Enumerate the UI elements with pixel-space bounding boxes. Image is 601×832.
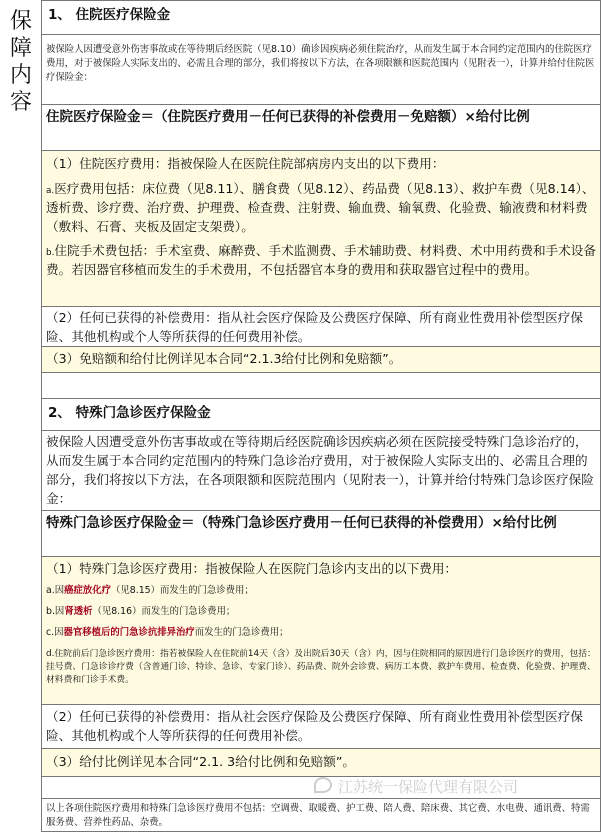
section1-heading-cell [42, 0, 601, 34]
section1-item1-a [42, 173, 600, 236]
side-title: 保障内容 [9, 9, 32, 115]
item-a-text: 医疗费用包括：床位费（见8.11）、膳食费（见8.12）、药品费（见8.13）、救护车费（见8.14）、透析费、诊疗费、治疗费、护理费、检查费、注射费、输血费、输氧费、化验费、输液费和材料费（敷料、石膏、夹板及固定支架费）。 [46, 181, 595, 234]
section1-item2: （2）任何已获得的补偿费用：指从社会医疗保险及公费医疗保障、所有商业性费用补偿型医疗保险、其他机构或个人等所获得的任何费用补偿。 [46, 310, 583, 344]
item-b-prefix: b. [46, 248, 55, 258]
section2-item-c [42, 619, 600, 640]
section1-formula: 住院医疗保险金＝（住院医疗费用－任何已获得的补偿费用－免赔额）×给付比例 [46, 109, 530, 125]
item-b-red: 肾透析 [64, 606, 93, 617]
section1-formula-cell [42, 104, 601, 150]
item-c-pre: c.因 [46, 627, 64, 638]
section2-formula: 特殊门急诊医疗保险金＝（特殊门急诊医疗费用－任何已获得的补偿费用）×给付比例 [46, 515, 557, 531]
wechat-icon [314, 777, 332, 793]
side-column [0, 0, 42, 832]
section2-intro-cell [42, 430, 601, 510]
item-a-prefix: a. [46, 186, 55, 196]
section2-item3-cell [42, 748, 601, 776]
section2-item1-title: （1）特殊门急诊医疗费用：指被保险人在医院门急诊内支出的以下费用： [46, 561, 458, 576]
section2-item2-cell [42, 704, 601, 748]
section2-items-cell [42, 556, 601, 704]
section1-item3-cell [42, 346, 601, 372]
section2-item-a [42, 578, 600, 598]
section1-item1-title: （1）住院医疗费用：指被保险人在医院住院部病房内支出的以下费用： [46, 156, 445, 171]
section1-intro: 被保险人因遭受意外伤害事故或在等待期后经医院（见8.10）确诊因疾病必须住院治疗，从而发生属于本合同约定范围内的住院医疗费用，对于被保险人实际支出的、必需且合理的部分，我们将按以下方法，在各项限额和医院范围内（见附表一），计算并给付住院医疗保险金： [46, 44, 595, 83]
item-c-red: 器官移植后的门急诊抗排异治疗 [63, 627, 195, 638]
blank-row [42, 372, 601, 398]
section1-item2-cell [42, 306, 601, 346]
section2-item-b [42, 598, 600, 619]
section1-heading: 1、 住院医疗保险金 [48, 7, 171, 23]
watermark [314, 776, 518, 797]
footer-note: 以上各项住院医疗费用和特殊门急诊医疗费用不包括：空调费、取暖费、护工费、陪人费、陪床费、其它费、水电费、通讯费、特需服务费、营养性药品、杂费。 [46, 803, 590, 828]
section2-formula-cell [42, 510, 601, 556]
item-b-post: （见8.16）而发生的门急诊费用； [92, 606, 236, 617]
section2-heading-cell [42, 398, 601, 430]
section2-heading: 2、 特殊门急诊医疗保险金 [48, 405, 211, 421]
section2-item3: （3）给付比例详见本合同“2.1. 3给付比例和免赔额”。 [46, 754, 355, 769]
item-a-red: 癌症放化疗 [64, 585, 111, 596]
watermark-text: 江苏统一保险代理有限公司 [338, 778, 519, 796]
section2-intro: 被保险人因遭受意外伤害事故或在等待期后经医院确诊因疾病必须在医院接受特殊门急诊治疗的，从而发生属于本合同约定范围内的特殊门急诊治疗费用，对于被保险人实际支出的、必需且合理的部分，我们将按以下方法，在各项限额和医院范围内（见附表一），计算并给付特殊门急诊医疗保险金： [46, 434, 594, 506]
section1-item3: （3）免赔额和给付比例详见本合同“2.1.3给付比例和免赔额”。 [46, 351, 402, 366]
section2-item2: （2）任何已获得的补偿费用：指从社会医疗保险及公费医疗保障、所有商业性费用补偿型医疗保险、其他机构或个人等所获得的任何费用补偿。 [46, 709, 583, 743]
item-a-post: （见8.15）而发生的门急诊费用； [111, 585, 254, 596]
item-c-post: 而发生的门急诊费用； [194, 627, 289, 638]
item-b-text: 住院手术费包括：手术室费、麻醉费、手术监测费、手术辅助费、材料费、术中用药费和手术设备费。若因器官移植而发生的手术费用，不包括器官本身的费用和获取器官过程中的费用。 [46, 243, 596, 277]
item-b-pre: b.因 [46, 606, 65, 617]
item-a-pre: a.因 [46, 585, 65, 596]
section2-item-d: d.住院前后门急诊医疗费用：指若被保险人在住院前14天（含）及出院后30天（含）内，因与住院相同的原因进行门急诊医疗的费用，包括：挂号费、门急诊诊疗费（含普通门诊、特诊、急诊、专家门诊）、药品费、院外会诊费、病历工本费、救护车费用、检查费、化验费、护理费、材料费和门诊手术费。 [46, 649, 596, 685]
section1-items-cell [42, 150, 601, 306]
section1-item1-b [42, 236, 600, 279]
section1-intro-cell [42, 34, 601, 104]
footer-note-cell [42, 798, 601, 832]
